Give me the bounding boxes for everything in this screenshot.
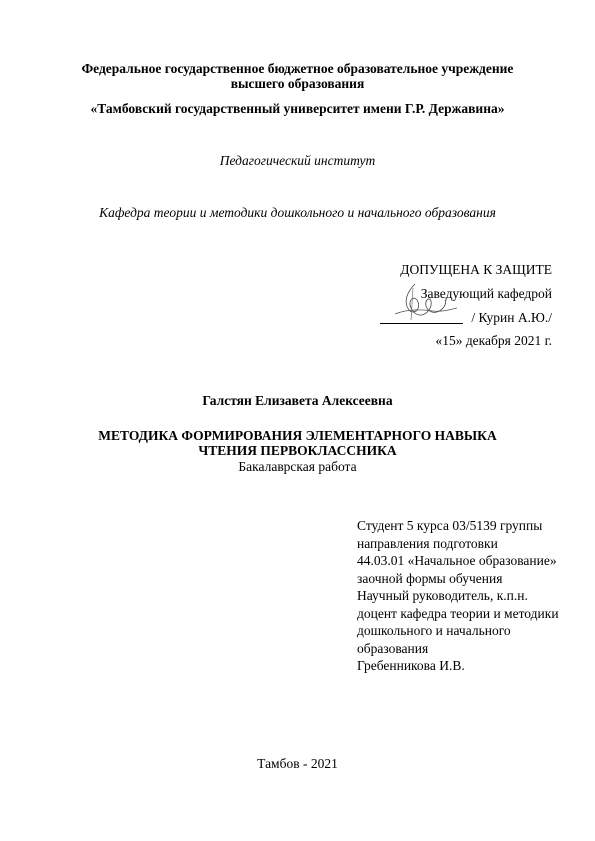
student-info-line: Научный руководитель, к.п.н. [357, 588, 528, 603]
approval-date: «15» декабря 2021 г. [435, 333, 552, 348]
student-info-line: образования [357, 640, 429, 656]
work-type: Бакалаврская работа [238, 459, 357, 474]
student-info-line: заочной формы обучения [357, 570, 503, 586]
institute-name: Педагогический институт [219, 153, 376, 168]
department-name: Кафедра теории и методики дошкольного и начального образования [99, 205, 496, 220]
student-info-line: 44.03.01 «Начальное образование» [357, 553, 557, 568]
city-year: Тамбов - 2021 [257, 756, 338, 771]
institution-line-2: высшего образования [230, 76, 365, 91]
approval-status: ДОПУЩЕНА К ЗАЩИТЕ [400, 262, 552, 277]
student-info-line: дошкольного и начального [357, 623, 511, 638]
student-info-line: Гребенникова И.В. [357, 658, 465, 673]
signature-row [330, 308, 552, 326]
institution-line-1: Федеральное государственное бюджетное образовательное учреждение [81, 61, 514, 76]
title-line-1: МЕТОДИКА ФОРМИРОВАНИЯ ЭЛЕМЕНТАРНОГО НАВЫКА [98, 428, 497, 443]
student-info-block [357, 517, 587, 675]
author-name: Галстян Елизавета Алексеевна [202, 393, 393, 408]
student-info-line: Студент 5 курса 03/5139 группы [357, 518, 543, 533]
title-line-2: ЧТЕНИЯ ПЕРВОКЛАССНИКА [198, 443, 397, 458]
signature-line [380, 323, 463, 324]
student-info-line: доцент кафедра теории и методики [357, 605, 559, 621]
student-info-line: направления подготовки [357, 535, 498, 551]
approval-signer: / Курин А.Ю./ [471, 310, 552, 325]
university-name: «Тамбовский государственный университет имени Г.Р. Державина» [90, 101, 505, 116]
approval-position: Заведующий кафедрой [420, 286, 552, 301]
